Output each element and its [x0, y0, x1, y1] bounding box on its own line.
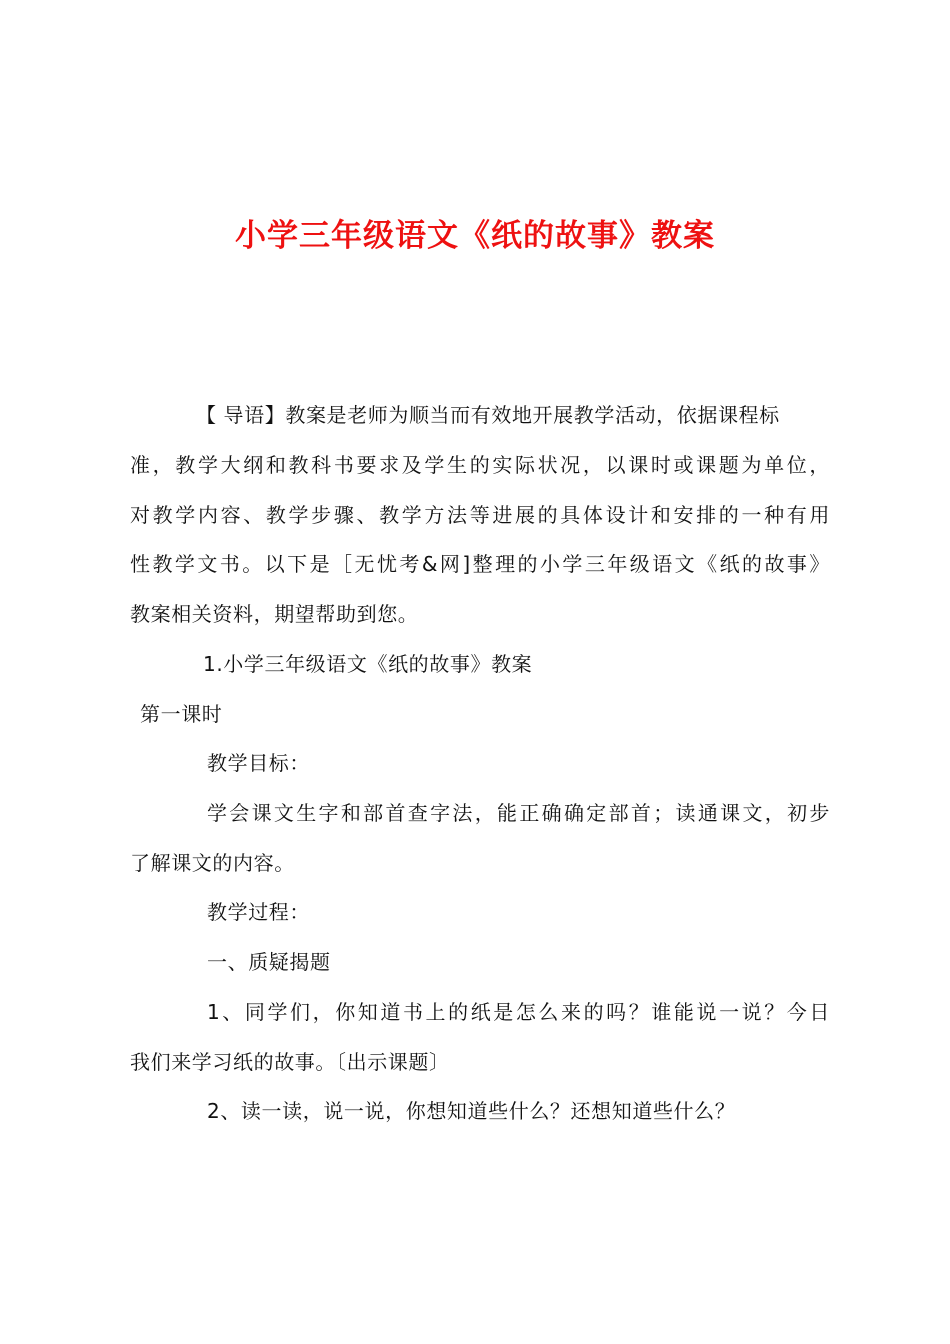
step-2-line: 2、读一读，说一说，你想知道些什么？还想知道些什么？	[207, 1099, 736, 1123]
step-1-line: 我们来学习纸的故事。〔出示课题〕	[130, 1050, 450, 1074]
intro-line: 对教学内容、教学步骤、教学方法等进展的具体设计和安排的一种有用	[130, 503, 830, 527]
step-1-line: 1、同学们，你知道书上的纸是怎么来的吗？谁能说一说？今日	[207, 1000, 830, 1024]
intro-line: 性教学文书。以下是［无忧考&网]整理的小学三年级语文《纸的故事》	[130, 552, 830, 576]
intro-line: 【 导语】教案是老师为顺当而有效地开展教学活动，依据课程标	[196, 403, 780, 427]
step-heading: 一、质疑揭题	[207, 950, 331, 974]
lesson-label: 第一课时	[140, 702, 223, 726]
intro-line: 准，教学大纲和教科书要求及学生的实际状况，以课时或课题为单位，	[130, 453, 830, 477]
goal-text-line: 学会课文生字和部首查字法，能正确确定部首；读通课文，初步	[207, 801, 830, 825]
section-heading: 1.小学三年级语文《纸的故事》教案	[203, 652, 533, 676]
goal-text-line: 了解课文的内容。	[130, 851, 295, 875]
intro-line: 教案相关资料，期望帮助到您。	[130, 602, 419, 626]
process-label: 教学过程：	[207, 900, 310, 924]
goal-label: 教学目标：	[207, 751, 310, 775]
document-title: 小学三年级语文《纸的故事》教案	[235, 218, 715, 254]
